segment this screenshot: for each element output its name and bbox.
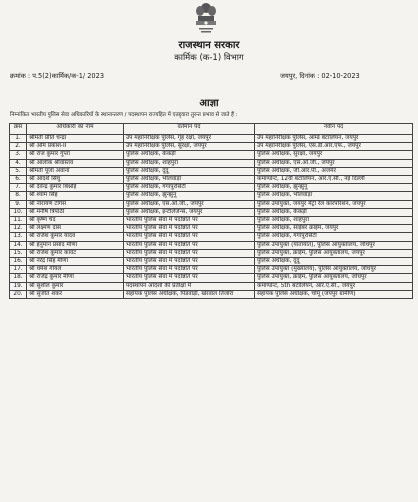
- cell-officer-name: श्री ओम प्रकाश-II: [27, 143, 124, 151]
- cell-new-post: पुलिस उपायुक्त, जयपुर मैट्रो रेल कॉरपोरेशन, जयपुर: [255, 200, 413, 208]
- cell-new-post: पुलिस उपायुक्त, क्राईम, पुलिस आयुक्तालय, जयपुर: [255, 249, 413, 257]
- cell-officer-name: श्री नारायण टोगस: [27, 200, 124, 208]
- cell-new-post: उप महानिरीक्षक पुलिस, आर्म्ड बटालियन, जयपुर: [255, 135, 413, 143]
- cell-officer-name: श्रीमती पूजा अवाना: [27, 167, 124, 175]
- cell-current-post: पुलिस अधीक्षक, गंगापुरसिटी: [124, 184, 255, 192]
- table-row: [10, 176, 413, 184]
- cell-new-post: कमाण्डेन्ट, 12वीं बटालियन, आर.ए.सी., नई दिल्ली: [255, 176, 413, 184]
- cell-serial: 18.: [10, 274, 27, 282]
- table-row: [10, 151, 413, 159]
- cell-serial: 5.: [10, 167, 27, 175]
- cell-officer-name: श्री सुशील कुमार: [27, 282, 124, 290]
- cell-current-post: पुलिस अधीक्षक, शाहपुरा: [124, 159, 255, 167]
- table-row: [10, 241, 413, 249]
- cell-new-post: पुलिस अधीक्षक, जी.आर.पी., अजमेर: [255, 167, 413, 175]
- cell-current-post: उप महानिरीक्षक पुलिस, सुरक्षा, जयपुर: [124, 143, 255, 151]
- cell-serial: 16.: [10, 258, 27, 266]
- cell-current-post: पुलिस अधीक्षक, दूदू: [124, 167, 255, 175]
- table-row: [10, 266, 413, 274]
- transfer-table: [9, 123, 413, 299]
- table-header-row: [10, 124, 413, 135]
- table-row: [10, 258, 413, 266]
- cell-new-post: कमाण्डेन्ट, 5th बटालियन, आर.ए.सी., जयपुर: [255, 282, 413, 290]
- cell-officer-name: श्री मनीष त्रिपाठी: [27, 208, 124, 216]
- cell-new-post: पुलिस उपायुक्त, क्राईम, पुलिस आयुक्तालय, जोधपुर: [255, 274, 413, 282]
- cell-new-post: पुलिस अधीक्षक, साईबर क्राईम, जयपुर: [255, 225, 413, 233]
- table-row: [10, 233, 413, 241]
- header-serial: क्रसं: [10, 124, 27, 135]
- cell-new-post: पुलिस अधीक्षक, झुन्झुनू: [255, 184, 413, 192]
- cell-current-post: पुलिस अधीक्षक, केकड़ी: [124, 151, 255, 159]
- cell-officer-name: श्रीमती प्रीति चन्द्रा: [27, 135, 124, 143]
- cell-new-post: पुलिस अधीक्षक, गंगापुरसिटी: [255, 233, 413, 241]
- cell-serial: 20.: [10, 290, 27, 298]
- cell-serial: 8.: [10, 192, 27, 200]
- cell-new-post: पुलिस अधीक्षक, भीलवाड़ा: [255, 192, 413, 200]
- cell-new-post: सहायक पुलिस अधीक्षक, चौमू (जयपुर ग्रामीण): [255, 290, 413, 298]
- cell-officer-name: श्री सुजीत शंकर: [27, 290, 124, 298]
- cell-serial: 15.: [10, 249, 27, 257]
- cell-current-post: भारतीय पुलिस सेवा में पदोन्नति पर: [124, 266, 255, 274]
- cell-serial: 19.: [10, 282, 27, 290]
- department-heading: कार्मिक (क-1) विभाग: [174, 53, 244, 63]
- cell-officer-name: श्री देवेन्द्र कुमार बिश्नोई: [27, 184, 124, 192]
- cell-officer-name: श्री राज कुमार गुप्ता: [27, 151, 124, 159]
- header-name: अधिकारी का नाम: [27, 124, 124, 135]
- table-row: [10, 217, 413, 225]
- cell-serial: 4.: [10, 159, 27, 167]
- cell-officer-name: श्री राजेश कुमार कांवट: [27, 249, 124, 257]
- cell-officer-name: श्री हनुमान प्रसाद मीणा: [27, 241, 124, 249]
- cell-new-post: पुलिस अधीक्षक, दूदू: [255, 258, 413, 266]
- order-number: क्रमांक : प.5(2)कार्मिक/क-1/ 2023: [10, 72, 105, 80]
- cell-current-post: पदस्थापन आदेशों की प्रतीक्षा में: [124, 282, 255, 290]
- cell-current-post: भारतीय पुलिस सेवा में पदोन्नति पर: [124, 233, 255, 241]
- cell-new-post: पुलिस अधीक्षक, केकड़ी: [255, 208, 413, 216]
- cell-officer-name: श्री धर्मेश गोयल: [27, 266, 124, 274]
- table-row: [10, 184, 413, 192]
- cell-current-post: भारतीय पुलिस सेवा में पदोन्नति पर: [124, 241, 255, 249]
- cell-officer-name: श्री आलोक श्रीवास्तव: [27, 159, 124, 167]
- government-heading: राजस्थान सरकार: [178, 40, 240, 51]
- table-row: [10, 135, 413, 143]
- header-new-post: नवीन पद: [255, 124, 413, 135]
- cell-serial: 1.: [10, 135, 27, 143]
- cell-serial: 17.: [10, 266, 27, 274]
- cell-officer-name: श्री राजेश कुमार यादव: [27, 233, 124, 241]
- cell-current-post: भारतीय पुलिस सेवा में पदोन्नति पर: [124, 249, 255, 257]
- cell-current-post: उप महानिरीक्षक पुलिस, गृह रक्षा, जयपुर: [124, 135, 255, 143]
- table-row: [10, 200, 413, 208]
- cell-new-post: पुलिस अधीक्षक, एस.ओ.जी., जयपुर: [255, 159, 413, 167]
- cell-current-post: भारतीय पुलिस सेवा में पदोन्नति पर: [124, 225, 255, 233]
- cell-officer-name: श्री आदर्श सिधु: [27, 176, 124, 184]
- cell-serial: 3.: [10, 151, 27, 159]
- header-current-post: वर्तमान पद: [124, 124, 255, 135]
- cell-serial: 9.: [10, 200, 27, 208]
- table-row: [10, 274, 413, 282]
- table-row: [10, 159, 413, 167]
- table-row: [10, 249, 413, 257]
- cell-current-post: भारतीय पुलिस सेवा में पदोन्नति पर: [124, 274, 255, 282]
- cell-new-post: पुलिस उपायुक्त (यातायात), पुलिस आयुक्तालय, जोधपुर: [255, 241, 413, 249]
- cell-serial: 6.: [10, 176, 27, 184]
- cell-new-post: पुलिस अधीक्षक, शाहपुरा: [255, 217, 413, 225]
- cell-officer-name: श्री श्याम सिंह: [27, 192, 124, 200]
- cell-officer-name: श्री नरेंद्र सिंह मीणा: [27, 258, 124, 266]
- cell-current-post: पुलिस अधीक्षक, एस.ओ.जी., जयपुर: [124, 200, 255, 208]
- table-row: [10, 290, 413, 298]
- table-row: [10, 143, 413, 151]
- cell-current-post: सहायक पुलिस अधीक्षक, पिंडवाड़ी, खेरवाल तिजारा: [124, 290, 255, 298]
- place-date: जयपुर, दिनांक : 02-10-2023: [280, 72, 360, 80]
- cell-officer-name: श्री कृष्ण चंद: [27, 217, 124, 225]
- cell-serial: 10.: [10, 208, 27, 216]
- table-row: [10, 192, 413, 200]
- cell-new-post: पुलिस उपायुक्त (मुख्यालय), पुलिस आयुक्तालय, जोधपुर: [255, 266, 413, 274]
- table-row: [10, 282, 413, 290]
- table-row: [10, 225, 413, 233]
- cell-serial: 7.: [10, 184, 27, 192]
- cell-new-post: उप महानिरीक्षक पुलिस, एस.डी.आर.एफ., जयपुर: [255, 143, 413, 151]
- cell-current-post: भारतीय पुलिस सेवा में पदोन्नति पर: [124, 217, 255, 225]
- cell-officer-name: श्री राजेंद्र कुमार मीणा: [27, 274, 124, 282]
- cell-serial: 2.: [10, 143, 27, 151]
- cell-current-post: पुलिस अधीक्षक, झुन्झुनू: [124, 192, 255, 200]
- cell-new-post: पुलिस अधीक्षक, सुरक्षा, जयपुर: [255, 151, 413, 159]
- table-row: [10, 208, 413, 216]
- cell-officer-name: श्री लक्ष्मण दास: [27, 225, 124, 233]
- table-row: [10, 167, 413, 175]
- cell-serial: 12.: [10, 225, 27, 233]
- order-title: आज्ञा: [199, 98, 219, 109]
- cell-current-post: पुलिस अधीक्षक, भीलवाड़ा: [124, 176, 255, 184]
- cell-serial: 11.: [10, 217, 27, 225]
- cell-current-post: पुलिस अधीक्षक, इन्टेलिजेन्स, जयपुर: [124, 208, 255, 216]
- cell-serial: 14.: [10, 241, 27, 249]
- intro-text: निम्नांकित भारतीय पुलिस सेवा अधिकारियों के स्थानान्तरण / पदस्थापन राज्यहित में एतद्द्वारा तुरन्त प्रभाव से जाते हैं :: [10, 112, 238, 118]
- cell-current-post: भारतीय पुलिस सेवा में पदोन्नति पर: [124, 258, 255, 266]
- state-emblem-icon: [193, 2, 219, 36]
- cell-serial: 13.: [10, 233, 27, 241]
